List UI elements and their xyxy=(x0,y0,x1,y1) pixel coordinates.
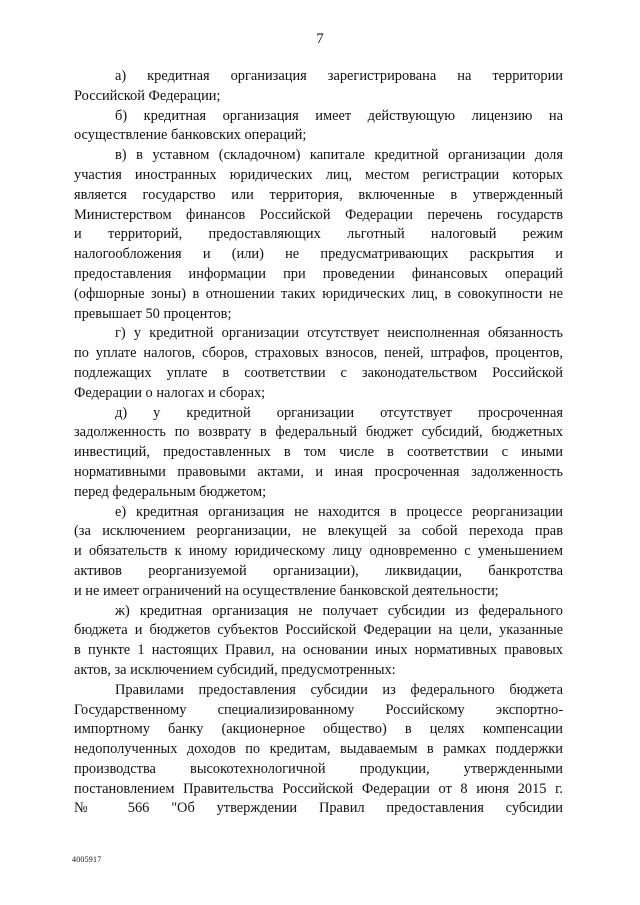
document-code: 4005917 xyxy=(72,855,102,864)
text-line: ж) кредитная организация не получает субсидии из федерального xyxy=(115,602,563,619)
text-line: и территорий, предоставляющих льготный налоговый режим xyxy=(74,226,563,243)
text-line: подлежащих уплате в соответствии с законодательством Российской xyxy=(74,364,563,381)
text-line: № 566 "Об утверждении Правил предоставления субсидии xyxy=(74,800,563,817)
paragraph-a xyxy=(74,67,563,107)
paragraph-b xyxy=(74,107,563,147)
text-line: актов, за исключением субсидий, предусмотренных: xyxy=(74,661,396,678)
text-line: Министерством финансов Российской Федерации перечень государств xyxy=(74,206,563,223)
text-line: превышает 50 процентов; xyxy=(74,305,232,322)
paragraph-zh xyxy=(74,602,563,681)
text-line: постановлением Правительства Российской Федерации от 8 июня 2015 г. xyxy=(74,780,563,797)
text-line: недополученных доходов по кредитам, выдаваемым в рамках поддержки xyxy=(74,741,563,758)
text-line: е) кредитная организация не находится в процессе реорганизации xyxy=(115,503,563,520)
text-line: б) кредитная организация имеет действующую лицензию на xyxy=(115,107,563,124)
text-line: является государство или территория, включенные в утвержденный xyxy=(74,186,563,203)
text-line: г) у кредитной организации отсутствует неисполненная обязанность xyxy=(115,325,563,342)
text-line: налогообложения и (или) не предусматривающих раскрытия и xyxy=(74,246,563,263)
text-line: инвестиций, предоставленных в том числе в соответствии с иными xyxy=(74,444,563,461)
paragraph-g xyxy=(74,324,563,403)
text-line: импортному банку (акционерное общество) в целях компенсации xyxy=(74,721,563,738)
text-line: производства высокотехнологичной продукции, утвержденными xyxy=(74,760,563,777)
paragraph-e xyxy=(74,503,563,602)
text-line: Российской Федерации; xyxy=(74,87,221,104)
paragraph-d xyxy=(74,404,563,503)
text-line: и обязательств к иному юридическому лицу одновременно с уменьшением xyxy=(74,543,563,560)
text-line: перед федеральным бюджетом; xyxy=(74,483,267,500)
text-line: предоставления информации при проведении финансовых операций xyxy=(74,265,563,282)
text-line: Правилами предоставления субсидии из федерального бюджета xyxy=(115,681,563,698)
text-line: в пункте 1 настоящих Правил, на основании иных нормативных правовых xyxy=(74,642,563,659)
text-line: (офшорные зоны) в отношении таких юридических лиц, в совокупности не xyxy=(74,285,563,302)
text-line: Федерации о налогах и сборах; xyxy=(74,384,266,401)
text-line: д) у кредитной организации отсутствует просроченная xyxy=(115,404,563,421)
text-line: нормативными правовыми актами, и иная просроченная задолженность xyxy=(74,463,563,480)
text-line: активов реорганизуемой организации), ликвидации, банкротства xyxy=(74,562,563,579)
text-line: участия иностранных юридических лиц, местом регистрации которых xyxy=(74,166,563,183)
text-line: задолженность по возврату в федеральный бюджет субсидий, бюджетных xyxy=(74,424,563,441)
text-line: (за исключением реорганизации, не влекущей за собой перехода прав xyxy=(74,523,563,540)
text-line: по уплате налогов, сборов, страховых взносов, пеней, штрафов, процентов, xyxy=(74,345,563,362)
text-line: Государственному специализированному Российскому экспортно- xyxy=(74,701,563,718)
document-body xyxy=(74,67,563,819)
paragraph-v xyxy=(74,146,563,324)
text-line: а) кредитная организация зарегистрирована на территории xyxy=(115,68,563,84)
text-line: в) в уставном (складочном) капитале кредитной организации доля xyxy=(115,147,563,164)
text-line: бюджета и бюджетов субъектов Российской Федерации на цели, указанные xyxy=(74,622,563,639)
page-number: 7 xyxy=(316,31,324,47)
text-line: и не имеет ограничений на осуществление банковской деятельности; xyxy=(74,582,499,599)
text-line: осуществление банковских операций; xyxy=(74,127,307,144)
paragraph-pravila xyxy=(74,681,563,820)
